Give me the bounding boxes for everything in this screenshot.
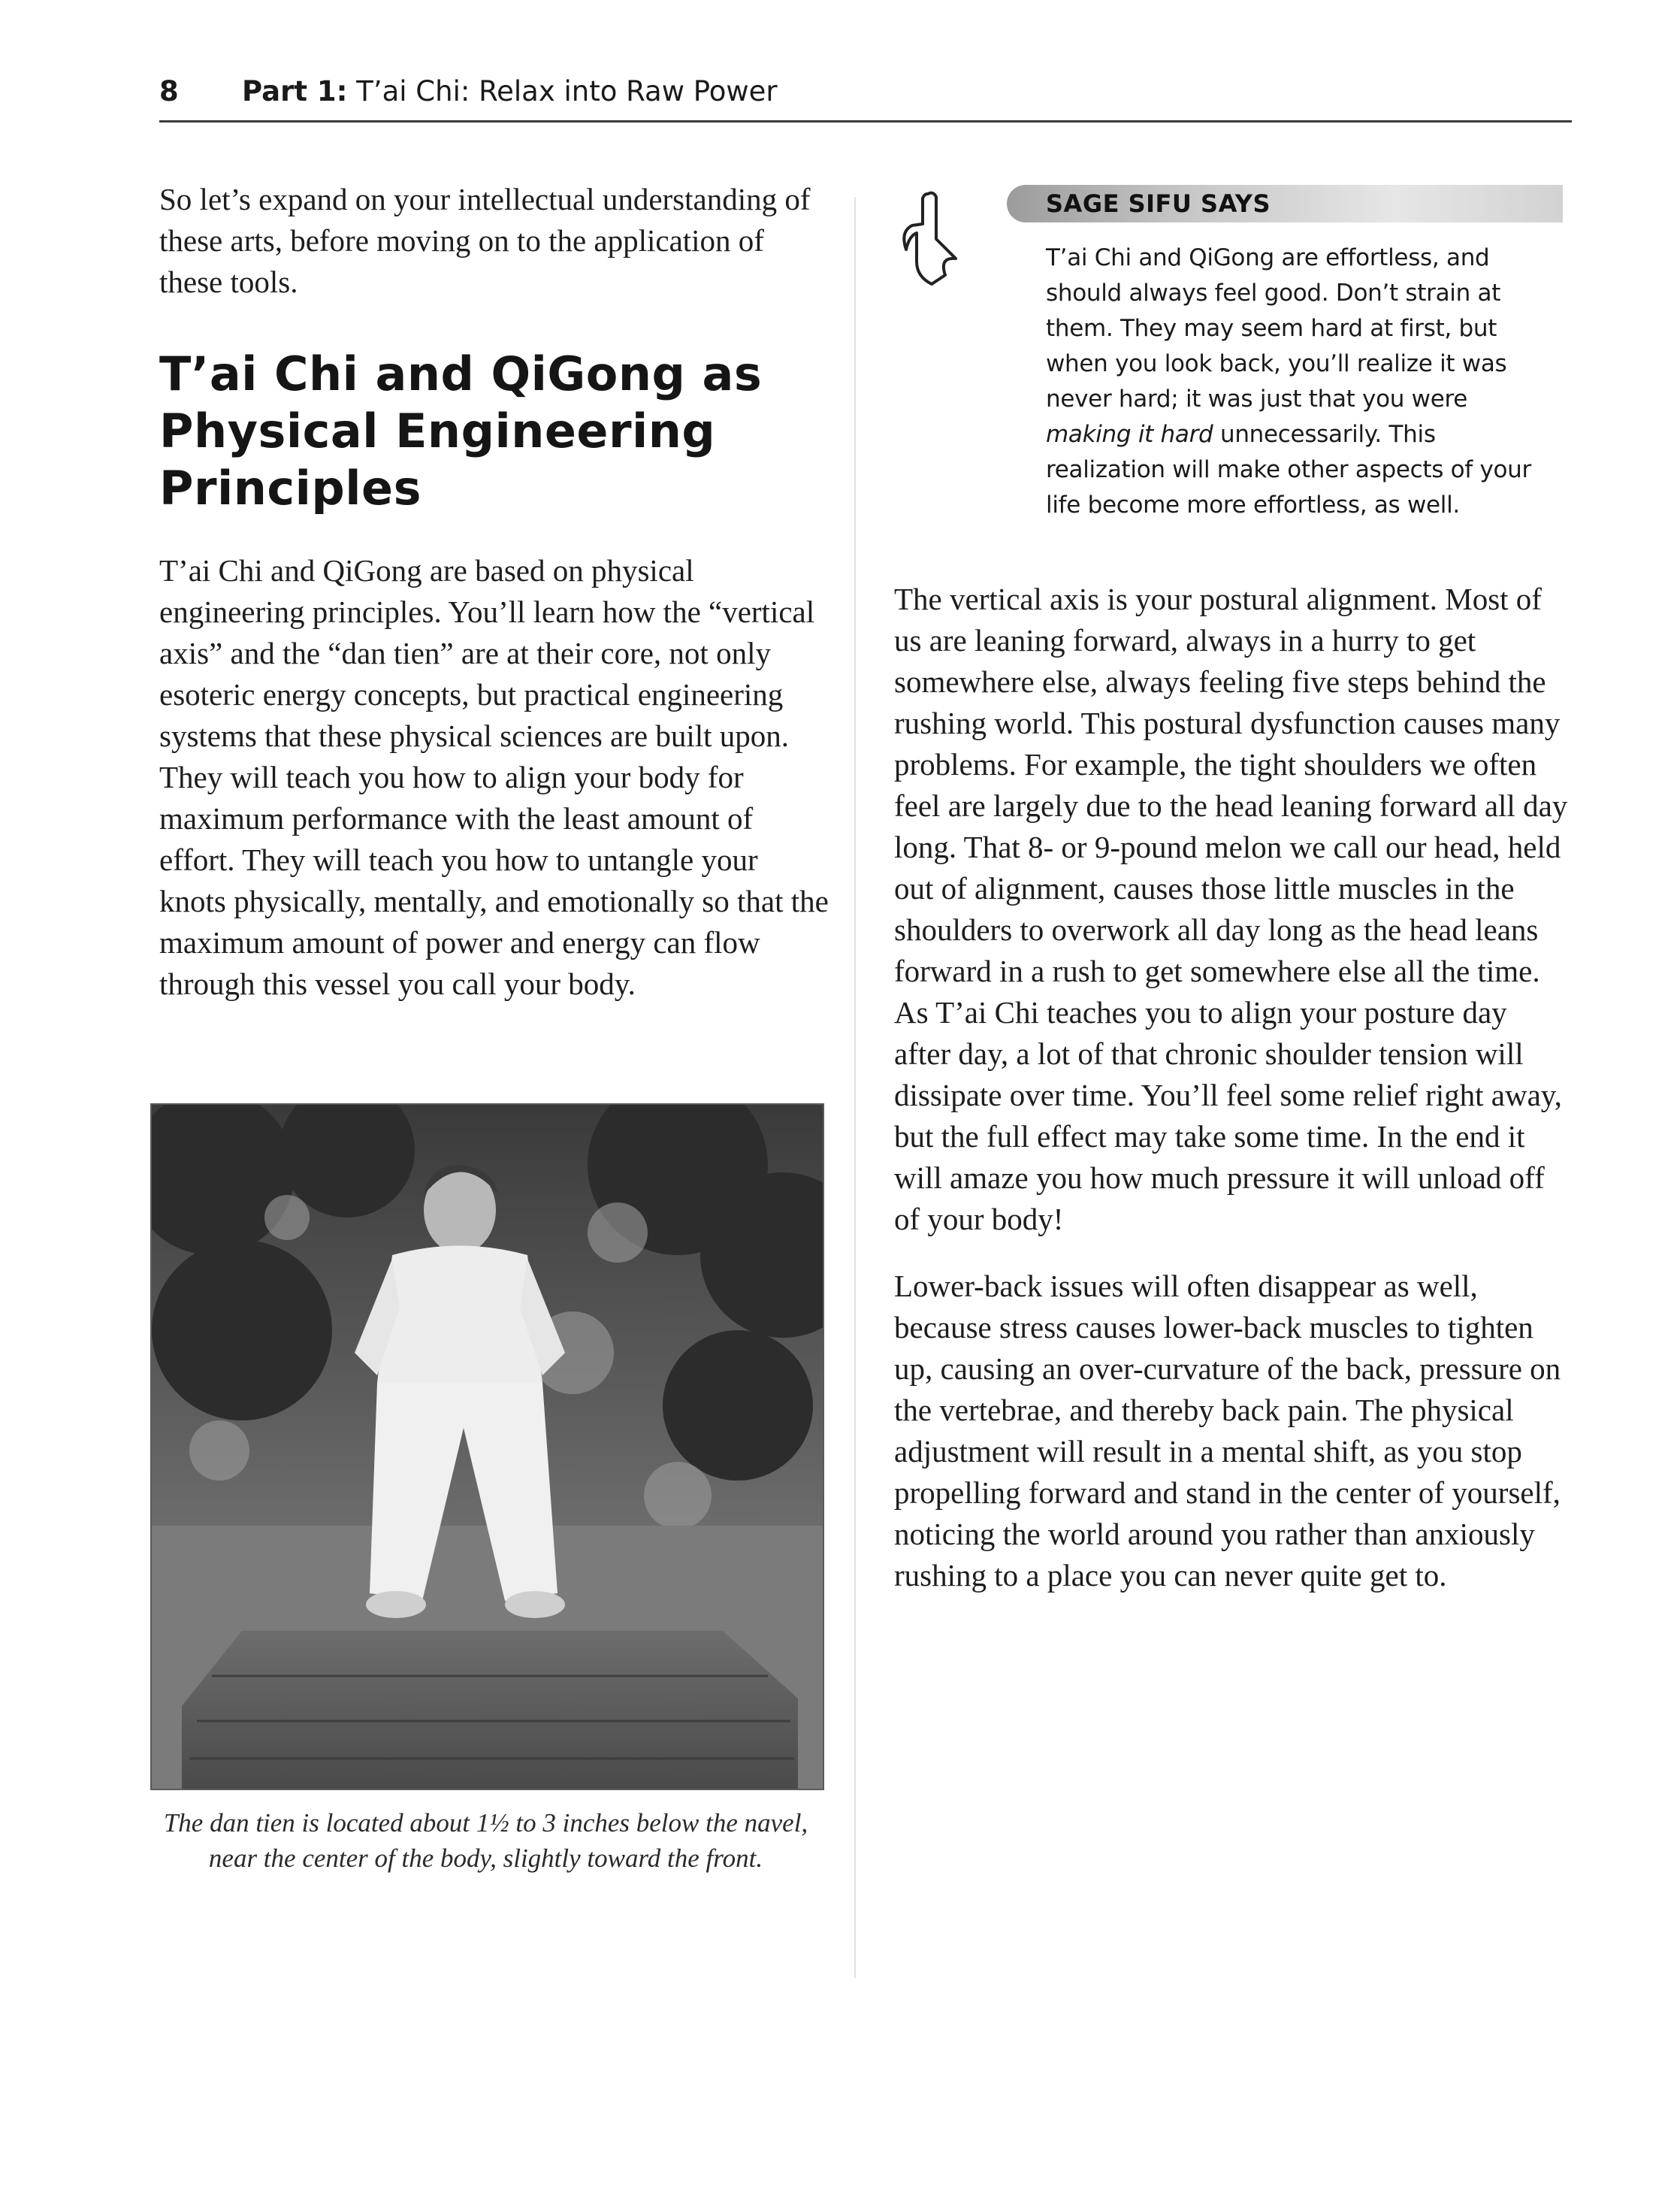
body-paragraph-lower-back: Lower-back issues will often disappear as well, because stress causes lower-back muscles to tighten up, causing an over-curvature of the back, pressure on the vertebrae, and thereby back pain. The physical adjustment will result in a mental shift, as you stop propelling forward and stand in the center of yourself, noticing the world around you rather than anxiously rushing to a place you can never quite get to. [894,1269,1561,1593]
sidebar-text-start: T’ai Chi and QiGong are effortless, and should always feel good. Don’t strain at them. They may seem hard at first, but when you look back, you’ll realize it was never hard; it was just that you were [1046,244,1507,413]
photo-caption: The dan tien is located about 1½ to 3 inches below the navel, near the center of the body, slightly toward the front. [163,1808,808,1873]
body-paragraph: T’ai Chi and QiGong are based on physical engineering principles. You’ll learn how the “vertical axis” and the “dan tien” are at their core, not only esoteric energy concepts, but practical engineering systems that these physical sciences are built upon. They will teach you how to align your body for maximum performance with the least amount of effort. They will teach you how to untangle your knots physically, mentally, and emotionally so that the maximum amount of power and energy can flow through this vessel you call your body. [159,553,829,1001]
column-divider [854,197,856,1978]
sidebar-text-end: unnecessarily. This realization will make other aspects of your life become more effortless, as well. [1046,421,1531,519]
part-label: Part 1: [242,75,348,107]
left-column [159,179,832,1005]
sidebar-title: SAGE SIFU SAYS [1046,189,1271,218]
intro-paragraph: So let’s expand on your intellectual understanding of these arts, before moving on to the application of these tools. [159,182,811,299]
section-heading: T’ai Chi and QiGong as Physical Engineering Principles [159,346,763,516]
photo-man-standing [152,1105,823,1789]
sidebar-text [1046,240,1557,523]
page-number: 8 [159,75,179,107]
body-paragraph-vertical-axis: The vertical axis is your postural alignment. Most of us are leaning forward, always in a hurry to get somewhere else, always feeling five steps behind the rushing world. This postural dysfunction causes many problems. For example, the tight shoulders we often feel are largely due to the head leaning forward all day long. That 8- or 9-pound melon we call our head, held out of alignment, causes those little muscles in the shoulders to overwork all day long as the head leans forward in a rush to get somewhere else all the time. As T’ai Chi teaches you to align your posture day after day, a lot of that chronic shoulder tension will dissipate over time. You’ll feel some relief right away, but the full effect may take some time. In the end it will amaze you how much pressure it will unload off of your body! [894,582,1568,1236]
photo-figure [150,1103,824,1790]
header-rule [159,120,1572,123]
sidebar-emphasis: making it hard [1046,421,1213,448]
pointing-hand-icon [887,186,977,299]
right-column [894,579,1570,1622]
sage-sifu-sidebar [887,180,1563,534]
running-header [159,69,1572,114]
part-title: T’ai Chi: Relax into Raw Power [347,75,778,107]
